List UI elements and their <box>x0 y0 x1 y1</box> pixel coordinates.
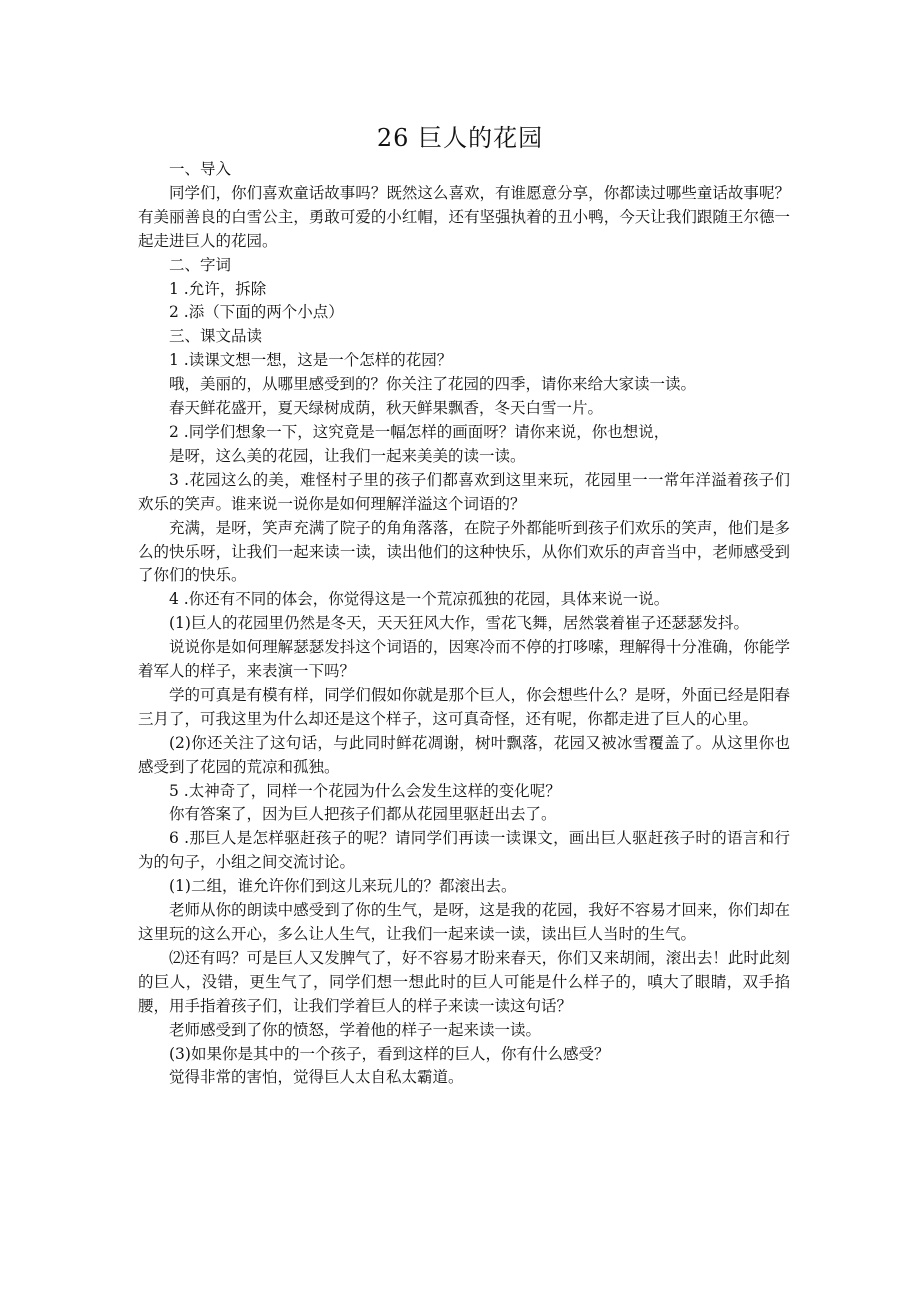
paragraph: 老师感受到了你的愤怒，学着他的样子一起来读一读。 <box>169 1020 542 1039</box>
paragraph: 说说你是如何理解瑟瑟发抖这个词语的，因寒冷而不停的打哆嗦，理解得十分准确，你能学着军人的样子，来表演一下吗？ <box>138 638 790 681</box>
sub-item: (3)如果你是其中的一个孩子，看到这样的巨人，你有什么感受？ <box>169 1044 610 1063</box>
paragraph: 老师从你的朗读中感受到了你的生气，是呀，这是我的花园，我好不容易才回来，你们却在这里玩的这么开心，多么让人生气，让我们一起来读一读，读出巨人当时的生气。 <box>138 901 790 943</box>
paragraph: 充满，是呀，笑声充满了院子的角角落落，在院子外都能听到孩子们欢乐的笑声，他们是多么的快乐呀，让我们一起来读一读，读出他们的这种快乐，从你们欢乐的声音当中，老师感受到了你们的快乐。 <box>138 518 790 585</box>
sub-item: (1)巨人的花园里仍然是冬天，天天狂风大作，雪花飞舞，居然裳着崔子还瑟瑟发抖。 <box>169 614 749 633</box>
section-heading: 二、字词 <box>169 255 232 274</box>
sub-item: (1)二组，谁允许你们到这儿来玩儿的？都滚出去。 <box>169 877 517 896</box>
list-item: 6 .那巨人是怎样驱赶孩子的呢？请同学们再读一读课文，画出巨人驱赶孩子时的语言和行为的句子，小组之间交流讨论。 <box>138 829 790 872</box>
list-item: 1 .允许，拆除 <box>169 279 267 298</box>
sub-item: (2)你还关注了这句话，与此同时鲜花凋谢，树叶飘落，花园又被冰雪覆盖了。从这里你也感受到了花园的荒凉和孤独。 <box>138 733 790 776</box>
paragraph: 同学们，你们喜欢童话故事吗？既然这么喜欢，有谁愿意分享，你都读过哪些童话故事呢？有美丽善良的白雪公主，勇敢可爱的小红帽，还有坚强执着的丑小鸭，今天让我们跟随王尔德一起走进巨人的花园。 <box>138 183 790 250</box>
paragraph: 觉得非常的害怕，觉得巨人太自私太霸道。 <box>169 1068 464 1087</box>
list-item: 1 .读课文想一想，这是一个怎样的花园？ <box>169 351 453 370</box>
paragraph: 是呀，这么美的花园，让我们一起来美美的读一读。 <box>169 446 526 465</box>
list-item: 2 .添（下面的两个小点） <box>169 303 344 322</box>
paragraph: 学的可真是有模有样，同学们假如你就是那个巨人，你会想些什么？是呀，外面已经是阳春三月了，可我这里为什么却还是这个样子，这可真奇怪，还有呢，你都走进了巨人的心里。 <box>138 685 790 728</box>
list-item: 5 .太神奇了，同样一个花园为什么会发生这样的变化呢？ <box>169 781 561 800</box>
page-title: 26 巨人的花园 <box>376 124 544 152</box>
sub-item: ⑵还有吗？可是巨人又发脾气了，好不容易才盼来春天，你们又来胡闹，滚出去！此时此刻的巨人，没错，更生气了，同学们想一想此时的巨人可能是什么样子的，嗔大了眼睛，双手掐腰，用手指着孩子们，让我们学着巨人的样子来读一读这句话？ <box>138 948 790 1015</box>
paragraph: 哦，美丽的，从哪里感受到的？你关注了花园的四季，请你来给大家读一读。 <box>169 375 697 394</box>
document-body <box>138 158 790 1090</box>
paragraph: 你有答案了，因为巨人把孩子们都从花园里驱赶出去了。 <box>169 805 557 824</box>
list-item: 2 .同学们想象一下，这究竟是一幅怎样的画面呀？请你来说，你也想说， <box>169 422 670 441</box>
list-item: 3 .花园这么的美，难怪村子里的孩子们都喜欢到这里来玩，花园里一一常年洋溢着孩子们欢乐的笑声。谁来说一说你是如何理解洋溢这个词语的？ <box>138 470 790 513</box>
section-heading: 一、导入 <box>169 160 232 178</box>
section-heading: 三、课文品读 <box>169 327 263 346</box>
list-item: 4 .你还有不同的体会，你觉得这是一个荒凉孤独的花园，具体来说一说。 <box>169 590 670 609</box>
paragraph: 春天鲜花盛开，夏天绿树成荫，秋天鲜果飘香，冬天白雪一片。 <box>169 399 604 418</box>
